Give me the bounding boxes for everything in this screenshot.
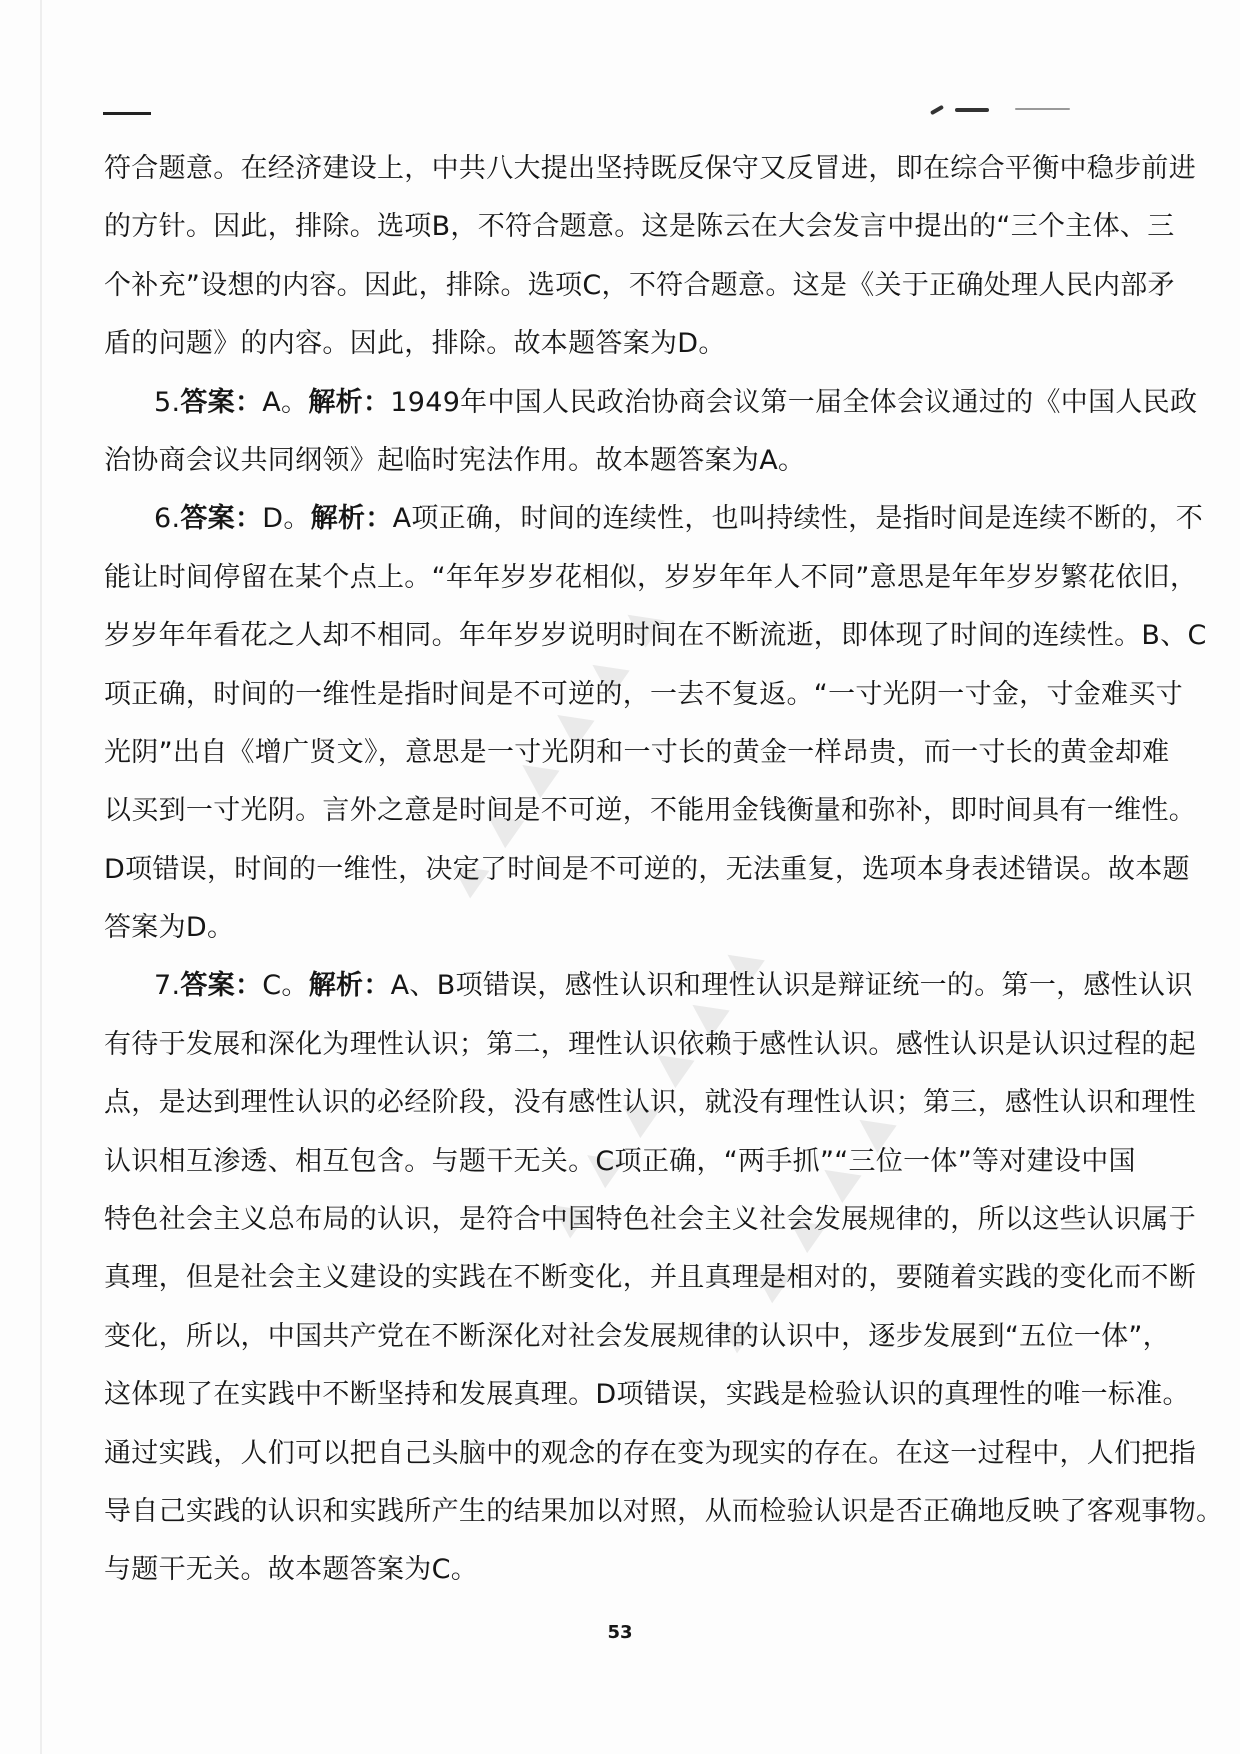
text-line: 项正确，时间的一维性是指时间是不可逆的，一去不复返。“一寸光阴一寸金，寸金难买寸: [104, 678, 1183, 710]
analysis-label: 解析：: [310, 503, 393, 535]
text-line: 岁岁年年看花之人却不相同。年年岁岁说明时间在不断流逝，即体现了时间的连续性。B、C: [104, 620, 1207, 652]
text-line: 个补充”设想的内容。因此，排除。选项C，不符合题意。这是《关于正确处理人民内部矛: [104, 269, 1175, 301]
watermark: ▲ ▲ ▲ ▲ ▲: [699, 1094, 905, 1357]
header-rule: [103, 112, 151, 115]
text-line: 光阴”出自《增广贤文》，意思是一寸光阴和一寸长的黄金一样昂贵，而一寸长的黄金却难: [104, 736, 1170, 768]
text-line: 以买到一寸光阴。言外之意是时间是不可逆，不能用金钱衡量和弥补，即时间具有一维性。: [104, 795, 1196, 827]
header-scan-mark: [930, 105, 944, 115]
paragraph-q4-continued: [104, 140, 1196, 374]
question-heading-line: [104, 957, 1193, 1015]
analysis-text: A、B项错误，感性认识和理性认识是辩证统一的。第一，感性认识: [390, 970, 1193, 1002]
question-number: 5.: [154, 386, 181, 418]
text-line: D项错误，时间的一维性，决定了时间是不可逆的，无法重复，选项本身表述错误。故本题: [104, 853, 1190, 885]
text-line: 符合题意。在经济建设上，中共八大提出坚持既反保守又反冒进，即在综合平衡中稳步前进: [104, 153, 1196, 184]
text-line: 盾的问题》的内容。因此，排除。故本题答案为D。: [104, 328, 726, 360]
text-line: 真理，但是社会主义建设的实践在不断变化，并且真理是相对的，要随着实践的变化而不断: [104, 1262, 1196, 1294]
question-heading-line: [104, 490, 1204, 548]
text-line: 导自己实践的认识和实践所产生的结果加以对照，从而检验认识是否正确地反映了客观事物。: [104, 1495, 1224, 1527]
header-scan-mark: [1015, 108, 1070, 110]
text-line: 与题干无关。故本题答案为C。: [104, 1554, 479, 1586]
analysis-label: 解析：: [308, 386, 391, 418]
text-line: 有待于发展和深化为理性认识；第二，理性认识依赖于感性认识。感性认识是认识过程的起: [104, 1028, 1196, 1060]
answer-label: 答案：: [180, 503, 263, 535]
paragraph-q5: [104, 374, 1198, 491]
text-line: 能让时间停留在某个点上。“年年岁岁花相似，岁岁年年人不同”意思是年年岁岁繁花依旧，: [104, 561, 1198, 593]
watermark: ▲ ▲ ▲ ▲ ▲ ▲: [532, 929, 773, 1242]
answer-value: A。: [262, 386, 309, 418]
text-line: 治协商会议共同纲领》起临时宪法作用。故本题答案为A。: [104, 444, 806, 476]
text-line: 特色社会主义总布局的认识，是符合中国特色社会主义社会发展规律的，所以这些认识属于: [104, 1204, 1196, 1236]
page-number: 53: [607, 1622, 633, 1643]
text-line: 这体现了在实践中不断坚持和发展真理。D项错误，实践是检验认识的真理性的唯一标准。: [104, 1379, 1190, 1411]
question-number: 7.: [154, 970, 181, 1002]
analysis-text: 1949年中国人民政治协商会议第一届全体会议通过的《中国人民政: [390, 386, 1198, 418]
document-body: [104, 140, 1224, 1600]
text-line: 通过实践，人们可以把自己头脑中的观念的存在变为现实的存在。在这一过程中，人们把指: [104, 1437, 1196, 1469]
analysis-text: A项正确，时间的连续性，也叫持续性，是指时间是连续不断的，不: [392, 503, 1204, 535]
paragraph-q7: [104, 957, 1224, 1599]
scan-edge: [40, 0, 42, 1754]
text-line: 答案为D。: [104, 912, 235, 944]
paragraph-q6: [104, 490, 1207, 957]
text-line: 认识相互渗透、相互包含。与题干无关。C项正确，“两手抓”“三位一体”等对建设中国: [104, 1145, 1136, 1177]
question-number: 6.: [154, 503, 181, 535]
text-line: 变化，所以，中国共产党在不断深化对社会发展规律的认识中，逐步发展到“五位一体”，: [104, 1320, 1170, 1352]
analysis-label: 解析：: [308, 970, 391, 1002]
answer-value: C。: [262, 970, 309, 1002]
question-heading-line: [104, 374, 1198, 432]
answer-value: D。: [262, 503, 311, 535]
answer-label: 答案：: [180, 970, 263, 1002]
text-line: 的方针。因此，排除。选项B，不符合题意。这是陈云在大会发言中提出的“三个主体、三: [104, 211, 1175, 243]
answer-label: 答案：: [180, 386, 263, 418]
header-scan-mark: [955, 108, 989, 112]
watermark: ▲ ▲ ▲ ▲ ▲ ▲: [432, 589, 673, 902]
text-line: 点，是达到理性认识的必经阶段，没有感性认识，就没有理性认识；第三，感性认识和理性: [104, 1087, 1196, 1119]
